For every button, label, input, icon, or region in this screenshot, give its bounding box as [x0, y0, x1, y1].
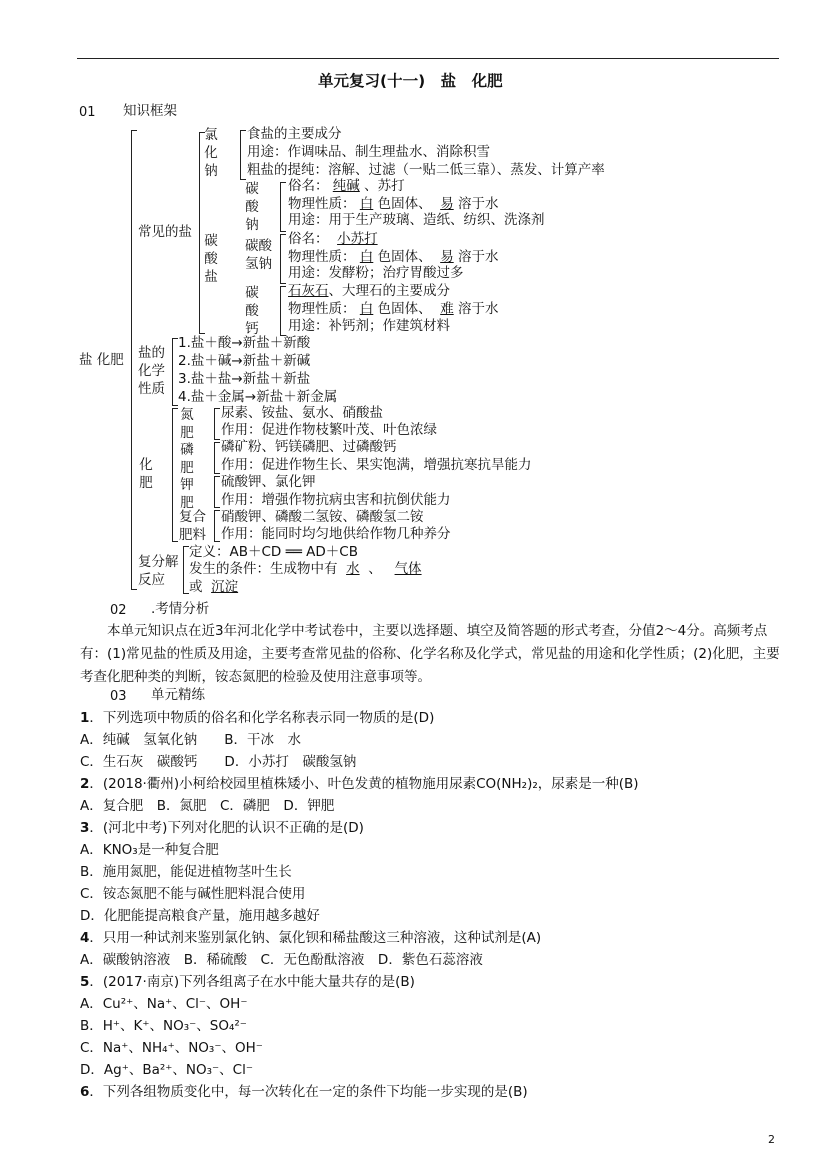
text: 色固体、 [377, 196, 432, 212]
nacl-brace [240, 130, 246, 180]
section-label: .考情分析 [151, 601, 210, 617]
prop-line: 1.盐＋酸→新盐＋新酸 [178, 335, 311, 351]
root-brace [131, 130, 137, 590]
prop-line: 3.盐＋盐→新盐＋新盐 [178, 371, 311, 387]
question-option: B．施用氮肥，能促进植物茎叶生长 [80, 864, 292, 880]
k-line: 硫酸钾、氯化钾 [221, 474, 316, 490]
question-number: 3 [80, 820, 90, 836]
carbonate-label: 碳酸盐 [204, 233, 218, 285]
section-label: 单元精练 [151, 687, 205, 703]
question-number: 4 [80, 930, 90, 946]
p-brace [214, 442, 220, 474]
n-line: 作用：促进作物枝繁叶茂、叶色浓绿 [221, 422, 437, 438]
question-option: A．纯碱 氢氧化钠 B．干冰 水 [80, 732, 301, 748]
text: 用途：用于生产玻璃、造纸、纺织、洗涤剂 [288, 212, 545, 228]
analysis-paragraph: 本单元知识点在近3年河北化学中考试卷中，主要以选择题、填空及简答题的形式考查，分值2～4分。高频考点有：(1)常见盐的性质及用途，主要考查常见盐的俗称、化学名称及化学式，常见盐的用途和化学性质；(2)化肥，主要考查化肥种类的判断，铵态氮肥的检验及使用注意事项等。 [80, 623, 780, 685]
nacl-line: 用途：作调味品、制生理盐水、消除积雪 [247, 144, 490, 160]
text: 、大理石的主要成分 [328, 283, 450, 299]
text: 物理性质： [288, 196, 356, 212]
answer-blank: 水 [346, 561, 360, 577]
nahco3-label: 氢钠 [245, 256, 272, 272]
page-number: 2 [768, 1133, 775, 1146]
question-number: 5 [80, 974, 90, 990]
answer-blank: 易 [440, 196, 454, 212]
compound-line: 作用：能同时均匀地供给作物几种养分 [221, 526, 451, 542]
question-option: C．生石灰 碳酸钙 D．小苏打 碳酸氢钠 [80, 754, 357, 770]
text: 用途：补钙剂；作建筑材料 [288, 318, 450, 334]
prop-line: 2.盐＋碱→新盐＋新碱 [178, 353, 311, 369]
question-text: ．下列选项中物质的俗名和化学名称表示同一物质的是(D) [89, 710, 435, 726]
question-number: 2 [80, 776, 90, 792]
p-line: 磷矿粉、钙镁磷肥、过磷酸钙 [221, 439, 397, 455]
answer-blank: 沉淀 [211, 579, 239, 595]
question-number: 6 [80, 1084, 90, 1100]
prop-line: 4.盐＋金属→新盐＋新金属 [178, 389, 338, 405]
nahco3-brace [280, 234, 286, 284]
chem-props-label: 盐的化学性质 [138, 345, 165, 397]
answer-blank: 白 [359, 196, 374, 212]
compound-label: 复合 [179, 509, 206, 525]
k-line: 作用：增强作物抗病虫害和抗倒伏能力 [221, 492, 451, 508]
text: 或 [189, 579, 203, 595]
nacl-line: 粗盐的提纯：溶解、过滤（一贴二低三靠）、蒸发、计算产率 [247, 162, 605, 178]
section-number: 02 [110, 603, 127, 618]
answer-blank: 石灰石 [288, 283, 329, 299]
common-salts-label: 常见的盐 [138, 224, 192, 240]
nacl-label: 氯化钠 [204, 127, 218, 179]
question-option: D．Ag⁺、Ba²⁺、NO₃⁻、Cl⁻ [80, 1062, 253, 1078]
caco3-brace [280, 286, 286, 336]
fertilizer-brace [172, 408, 178, 542]
question-option: D．化肥能提高粮食产量，施用越多越好 [80, 908, 320, 924]
na2co3-brace [280, 182, 286, 232]
question-option: C．Na⁺、NH₄⁺、NO₃⁻、OH⁻ [80, 1040, 263, 1056]
question-option: B．H⁺、K⁺、NO₃⁻、SO₄²⁻ [80, 1018, 247, 1034]
answer-blank: 白 [359, 249, 374, 265]
dd-definition: 定义：AB＋CD ══ AD＋CB [189, 544, 358, 560]
text: 物理性质： [288, 301, 356, 317]
answer-blank: 白 [359, 301, 374, 317]
question-option: C．铵态氮肥不能与碱性肥料混合使用 [80, 886, 306, 902]
question-text: ．(河北中考)下列对化肥的认识不正确的是(D) [89, 820, 364, 836]
text: 溶于水 [457, 249, 499, 265]
text: 、苏打 [364, 178, 405, 194]
answer-blank: 小苏打 [337, 231, 378, 247]
question-text: ．下列各组物质变化中，每一次转化在一定的条件下均能一步实现的是(B) [89, 1084, 528, 1100]
compound-brace [214, 510, 220, 542]
text: 色固体、 [377, 249, 432, 265]
section-number: 01 [79, 105, 96, 120]
caco3-label: 碳酸钙 [245, 285, 259, 337]
text: 物理性质： [288, 249, 356, 265]
question-text: ．(2017·南京)下列各组离子在水中能大量共存的是(B) [89, 974, 415, 990]
question-text: ．只用一种试剂来鉴别氯化钠、氯化钡和稀盐酸这三种溶液，这种试剂是(A) [89, 930, 542, 946]
question-number: 1 [80, 710, 90, 726]
text: 溶于水 [457, 196, 499, 212]
page-title: 单元复习(十一) 盐 化肥 [318, 72, 503, 90]
n-fert-label: 氮肥 [180, 407, 194, 441]
k-fert-label: 钾肥 [180, 477, 194, 511]
text: 、 [368, 561, 382, 577]
double-decomp-label: 复分解反应 [138, 554, 179, 588]
answer-blank: 难 [440, 301, 454, 317]
na2co3-label: 碳酸钠 [245, 181, 259, 233]
compound-line: 硝酸钾、磷酸二氢铵、磷酸氢二铵 [221, 509, 424, 525]
framework-root: 盐 化肥 [79, 352, 124, 368]
answer-blank: 易 [440, 249, 454, 265]
section-label: 知识框架 [123, 103, 177, 119]
question-text: ．(2018·衢州)小柯给校园里植株矮小、叶色发黄的植物施用尿素CO(NH₂)₂，尿素是一种(B) [89, 776, 639, 792]
p-line: 作用：促进作物生长、果实饱满，增强抗寒抗旱能力 [221, 457, 532, 473]
text: 色固体、 [377, 301, 432, 317]
question-option: A．碳酸钠溶液 B．稀硫酸 C．无色酚酞溶液 D．紫色石蕊溶液 [80, 952, 483, 968]
question-option: A．KNO₃是一种复合肥 [80, 842, 219, 858]
n-brace [214, 408, 220, 440]
text: 俗名： [288, 231, 329, 247]
text: 用途：发酵粉；治疗胃酸过多 [288, 265, 464, 281]
compound-label: 肥料 [179, 527, 206, 543]
text: 俗名： [288, 178, 329, 194]
text: 发生的条件：生成物中有 [189, 561, 338, 577]
header-rule [77, 58, 779, 59]
question-option: A．Cu²⁺、Na⁺、Cl⁻、OH⁻ [80, 996, 248, 1012]
k-brace [214, 476, 220, 508]
fertilizer-label: 化肥 [139, 457, 153, 491]
answer-blank: 纯碱 [332, 178, 360, 194]
question-option: A．复合肥 B．氮肥 C．磷肥 D．钾肥 [80, 798, 335, 814]
answer-blank: 气体 [394, 561, 422, 577]
p-fert-label: 磷肥 [180, 442, 194, 476]
nahco3-label: 碳酸 [245, 238, 272, 254]
n-line: 尿素、铵盐、氨水、硝酸盐 [221, 405, 383, 421]
nacl-line: 食盐的主要成分 [247, 126, 342, 142]
section-number: 03 [110, 689, 127, 704]
text: 溶于水 [457, 301, 499, 317]
